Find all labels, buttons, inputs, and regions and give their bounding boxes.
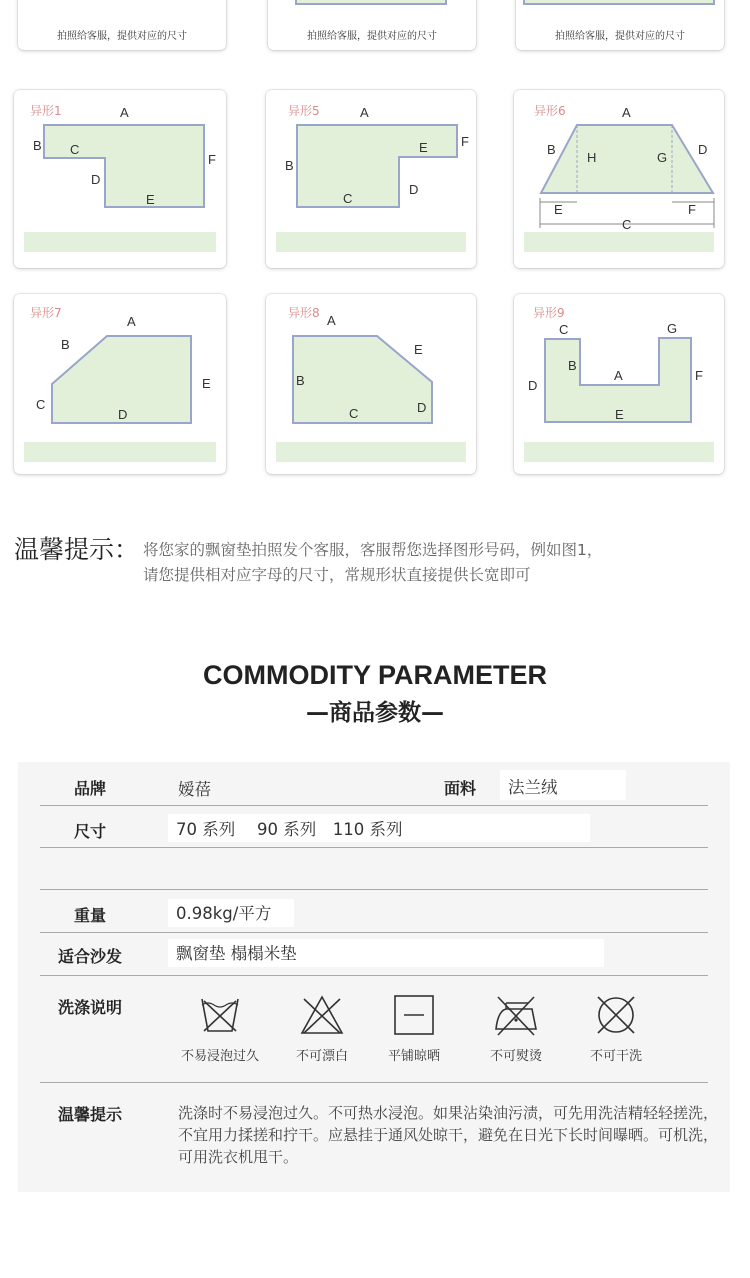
row-weight — [40, 889, 708, 933]
shape-diagram — [268, 0, 476, 50]
shape-label: C — [36, 397, 46, 412]
row-size — [40, 805, 708, 848]
brand-value: 嫒蓓 — [178, 780, 211, 799]
shape-card-5 — [266, 90, 476, 268]
shape-label: D — [91, 172, 101, 187]
shape-label: E — [202, 376, 211, 391]
no-dry-clean-icon — [594, 993, 638, 1037]
section-title-cn: —商品参数— — [306, 700, 444, 726]
shape-label: H — [587, 150, 597, 165]
row-note — [40, 1082, 719, 1182]
shape-card-7 — [14, 294, 226, 474]
shape-band — [24, 442, 216, 462]
note-label: 温馨提示 — [57, 1105, 122, 1124]
shape-label: G — [657, 150, 668, 165]
tip-line-1: 将您家的飘窗垫拍照发个客服，客服帮您选择图形号码，例如图1， — [143, 541, 603, 559]
shape-label: C — [70, 142, 80, 157]
wash-caption: 不可熨烫 — [489, 1049, 542, 1064]
card-hint: 拍照给客服，提供对应的尺寸 — [307, 31, 437, 42]
sofa-value: 飘窗垫 榻榻米垫 — [168, 939, 604, 967]
shape-label: F — [695, 368, 703, 383]
shape-label: C — [343, 191, 353, 206]
shape-label: C — [559, 322, 569, 337]
shape-card-top-2 — [268, 0, 476, 50]
wash-caption: 不易浸泡过久 — [180, 1049, 259, 1064]
shape-diagram — [516, 0, 724, 50]
shape-label: B — [33, 138, 42, 153]
shape-label: B — [296, 373, 305, 388]
shape-band — [524, 442, 714, 462]
row-wash — [40, 975, 708, 1083]
brand-label: 品牌 — [73, 779, 106, 798]
wash-item — [272, 993, 372, 1064]
shape-label: B — [547, 142, 556, 157]
shape-diagram — [18, 0, 226, 50]
size-value: 70 系列 90 系列 110 系列 — [168, 814, 590, 842]
row-empty — [40, 847, 708, 890]
shape-name: 异形1 — [30, 104, 62, 118]
shape-card-top-3 — [516, 0, 724, 50]
shape-band — [276, 442, 466, 462]
shape-label: D — [417, 400, 427, 415]
params-table — [18, 762, 730, 1192]
fabric-value: 法兰绒 — [500, 770, 626, 800]
row-sofa — [40, 932, 708, 976]
shape-name: 异形9 — [533, 306, 565, 320]
wash-caption: 不可干洗 — [589, 1049, 642, 1064]
shape-band — [276, 232, 466, 252]
section-title-en: COMMODITY PARAMETER — [203, 660, 547, 690]
wash-item — [364, 993, 464, 1064]
shape-card-6 — [514, 90, 724, 268]
weight-value: 0.98kg/平方 — [168, 899, 294, 927]
tip-body — [143, 538, 723, 588]
shape-label: E — [146, 192, 155, 207]
no-soak-icon — [198, 993, 242, 1037]
no-bleach-icon — [300, 993, 344, 1037]
wash-item — [170, 993, 270, 1064]
shape-name: 异形5 — [288, 104, 320, 118]
shape-band — [524, 232, 714, 252]
shape-card-8 — [266, 294, 476, 474]
no-iron-icon — [492, 993, 540, 1037]
wash-caption: 不可漂白 — [295, 1049, 348, 1064]
row-brand — [40, 762, 708, 806]
shape-label: G — [667, 321, 678, 336]
shape-label: B — [568, 358, 577, 373]
shape-label: A — [127, 314, 136, 329]
size-label: 尺寸 — [73, 822, 106, 841]
weight-label: 重量 — [73, 906, 106, 925]
shape-label: B — [61, 337, 70, 352]
note-text: 洗涤时不易浸泡过久。不可热水浸泡。如果沾染油污渍，可先用洗洁精轻轻搓洗，不宜用力揉搓和拧干。应悬挂于通风处晾干，避免在日光下长时间曝晒。可机洗，可用洗衣机甩干。 — [178, 1104, 719, 1166]
shape-name: 异形8 — [288, 306, 320, 320]
shape-label: F — [461, 134, 469, 149]
fabric-label: 面料 — [443, 779, 476, 798]
shape-label: A — [327, 313, 336, 328]
shape-card-1 — [14, 90, 226, 268]
shape-label: D — [698, 142, 708, 157]
shape-label: A — [120, 105, 129, 120]
tip-line-2: 请您提供相对应字母的尺寸，常规形状直接提供长宽即可 — [143, 566, 531, 584]
shape-card-9 — [514, 294, 724, 474]
shape-label: C — [349, 406, 359, 421]
shape-label: A — [622, 105, 631, 120]
card-hint: 拍照给客服，提供对应的尺寸 — [57, 31, 187, 42]
shape-name: 异形7 — [30, 306, 62, 320]
shape-band — [24, 232, 216, 252]
wash-item — [566, 993, 666, 1064]
wash-label: 洗涤说明 — [57, 998, 122, 1017]
shape-label: E — [615, 407, 624, 422]
shape-label: A — [614, 368, 623, 383]
shape-label: B — [285, 158, 294, 173]
flat-dry-icon — [392, 993, 436, 1037]
shape-label: E — [419, 140, 428, 155]
shape-name: 异形6 — [534, 104, 566, 118]
shape-label: E — [554, 202, 563, 217]
shape-label: C — [622, 217, 632, 232]
shape-label: F — [208, 152, 216, 167]
card-hint: 拍照给客服，提供对应的尺寸 — [555, 31, 685, 42]
shape-label: D — [118, 407, 128, 422]
shape-label: F — [688, 202, 696, 217]
shape-label: D — [528, 378, 538, 393]
shape-label: A — [360, 105, 369, 120]
wash-caption: 平铺晾晒 — [387, 1049, 440, 1064]
wash-item — [466, 993, 566, 1064]
shape-card-top-1 — [18, 0, 226, 50]
sofa-label: 适合沙发 — [57, 947, 122, 966]
shape-label: D — [409, 182, 419, 197]
tip-heading: 温馨提示： — [14, 535, 140, 564]
shape-label: E — [414, 342, 423, 357]
